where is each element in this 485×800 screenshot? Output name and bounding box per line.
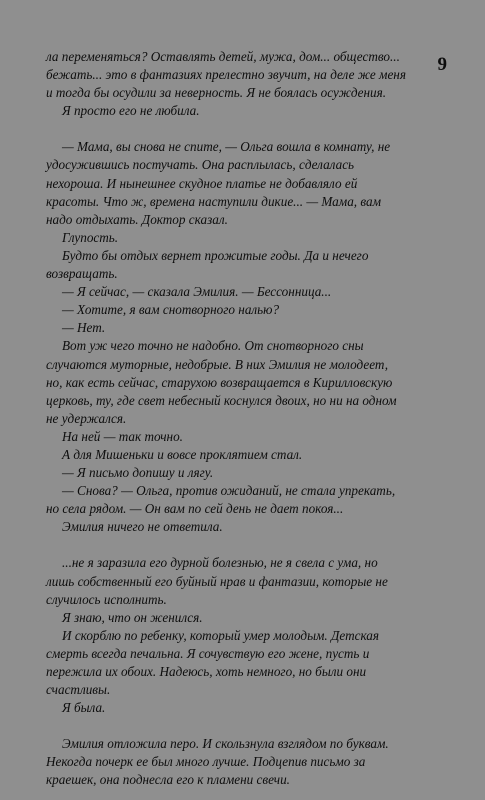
paragraph: — Мама, вы снова не спите, — Ольга вошла в комнату, не удосужившись постучать. Она расплылась, сделалась нехороша. И нынешнее скудное платье не добавляло ей красоты. Что ж, времена наступили дикие... — Мама, вам надо отдыхать. Доктор сказал.: [46, 139, 391, 227]
paragraph: На ней — так точно.: [62, 428, 183, 444]
paragraph: Я просто его не любила.: [62, 103, 200, 119]
paragraph: Эмилия отложила перо. И скользнула взглядом по буквам. Некогда почерк ее был много лучше. Подцепив письмо за краешек, она поднесла его к пламени свечи.: [46, 736, 389, 788]
paragraph: Я знаю, что он женился.: [62, 609, 203, 625]
paragraph: Будто бы отдых вернет прожитые годы. Да и нечего возвращать.: [46, 247, 369, 282]
section-break: [46, 120, 406, 138]
paragraph: — Хотите, я вам снотворного налью?: [62, 302, 280, 318]
paragraph: Я была.: [62, 700, 106, 716]
paragraph: А для Мишеньки и вовсе проклятием стал.: [62, 446, 303, 462]
paragraph: ...не я заразила его дурной болезнью, не я свела с ума, но лишь собственный его буйный нрав и фантазии, которые не случилось исполнить.: [46, 555, 388, 607]
section-break: [46, 717, 406, 735]
paragraph: — Нет.: [62, 320, 106, 336]
paragraph: — Я сейчас, — сказала Эмилия. — Бессонница...: [62, 284, 332, 300]
paragraph: Вот уж чего точно не надобно. От снотворного сны случаются муторные, недобрые. В них Эмилия не молодеет, но, как есть сейчас, старухою возвращается в Кирилловскую церковь, ту, где свет небесный коснулся двоих, но ни на одном не удержался.: [46, 338, 397, 426]
body-text: [46, 48, 406, 790]
section-break: [46, 536, 406, 554]
paragraph: ла переменяться? Оставлять детей, мужа, дом... общество... бежать... это в фантазиях прелестно звучит, на деле же меня и тогда бы осудили за неверность. Я не боялась осуждения.: [46, 49, 406, 101]
paragraph: — Я письмо допишу и лягу.: [62, 465, 214, 481]
paragraph: Эмилия ничего не ответила.: [62, 519, 223, 535]
paragraph: И скорблю по ребенку, который умер молодым. Детская смерть всегда печальна. Я сочувствую его жене, пусть и пережила их обоих. Надеюсь, хоть немного, но были они счастливы.: [46, 627, 380, 698]
page-number: 9: [437, 54, 447, 75]
paragraph: Глупость.: [62, 229, 119, 245]
paragraph: — Снова? — Ольга, против ожиданий, не стала упрекать, но села рядом. — Он вам по сей день не дает покоя...: [46, 483, 396, 517]
